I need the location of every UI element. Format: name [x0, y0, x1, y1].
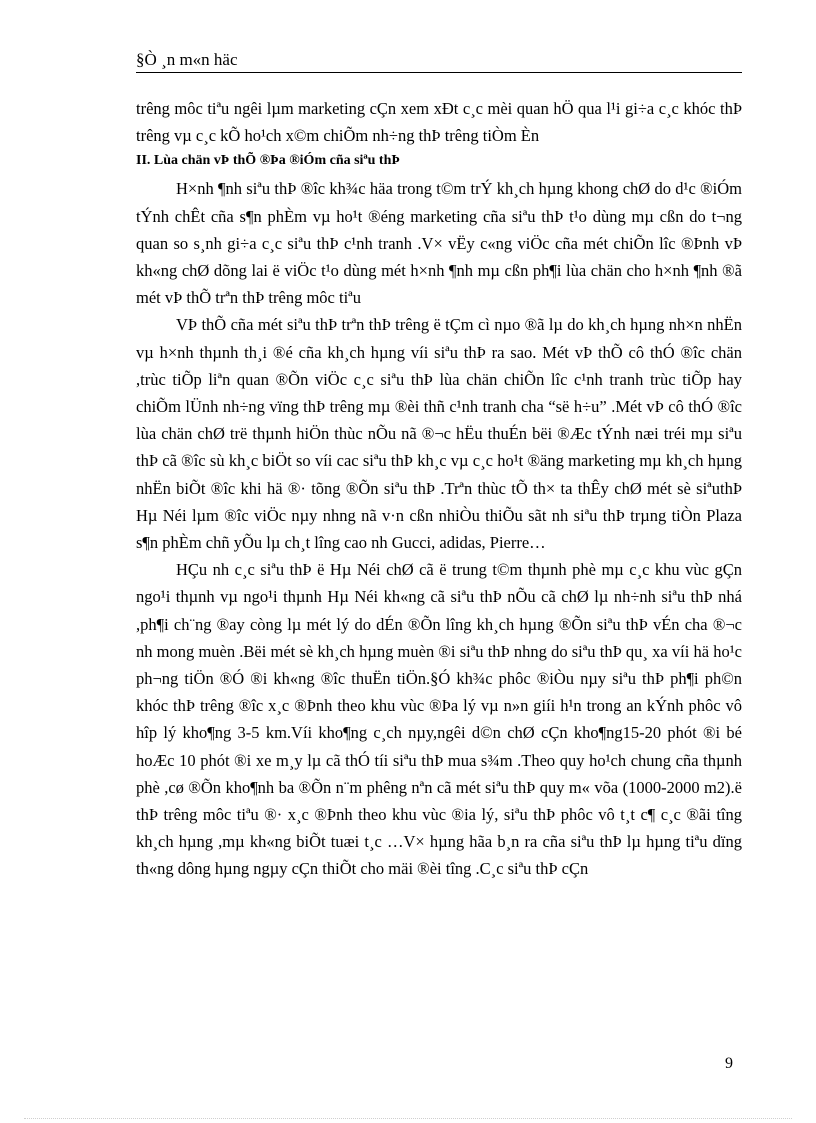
paragraph-location: HÇu nh c¸c siªu thÞ ë Hµ Néi chØ cã ë trung t©m thµnh phè mµ c¸c khu vùc gÇn ngo¹i thµnh vµ ngo¹i thµnh Hµ Néi kh«ng cã siªu thÞ nÕu cã chØ lµ nh÷nh siªu thÞ nhá ,ph¶i ch¨ng ®ay còng lµ mét lý do dÉn ®Õn lîng kh¸ch hµng ®Õn siªu thÞ vÉn cha ®¬c nh mong muèn .Bëi mét sè kh¸ch hµng muèn ®i siªu thÞ nhng do siªu thÞ qu¸ xa víi hä ho¹c ph¬ng tiÖn ®Ó ®i kh«ng ®îc thuËn tiÖn.§Ó kh¾c phôc ®iÒu nµy siªu thÞ ph¶i ph©n khóc thÞ trêng ®îc x¸c ®Þnh theo khu vùc ®Þa lý vµ n»n giíi h¹n trong an kÝnh phôc vô hîp lý kho¶ng 3-5 km.Víi kho¶ng c¸ch nµy,ngêi d©n chØ cÇn kho¶ng15-20 phót ®i bé hoÆc 10 phót ®i xe m¸y lµ cã thÓ tíi siªu thÞ mua s¾m .Theo quy ho¹ch chung cña thµnh phè ,cø ®Õn kho¶nh ba ®Õn n¨m phêng nªn cã mét siªu thÞ quy m« võa (1000-2000 m2).ë thÞ trêng môc tiªu ®· x¸c ®Þnh theo khu vùc ®ia lý, siªu thÞ phôc vô t¸t c¶ c¸c ®ãi tîng kh¸ch hµng ,mµ kh«ng biÕt tuæi t¸c …V× hµng hãa b¸n ra cña siªu thÞ lµ hµng tiªu dïng th«ng dông hµng ngµy cÇn thiÕt cho mäi ®èi tîng .C¸c siªu thÞ cÇn — [136, 560, 742, 879]
page-number: 9 — [725, 1055, 733, 1072]
document-body — [136, 95, 742, 883]
paragraph-continuation: trêng môc tiªu ngêi lµm marketing cÇn xem xÐt c¸c mèi quan hÖ qua l¹i gi÷a c¸c khóc thÞ trêng vµ c¸c kÕ ho¹ch x©m chiÕm nh÷ng thÞ trêng tiÒm Èn — [136, 99, 742, 146]
page-header — [136, 50, 742, 73]
paragraph-market-position: VÞ thÕ cña mét siªu thÞ trªn thÞ trêng ë tÇm cì nµo ®ã lµ do kh¸ch hµng nh×n nhËn vµ h×nh thµnh th¸i ®é cña kh¸ch hµng víi siªu thÞ ra sao. Mét vÞ thÕ cô thÓ ®îc chän ,trùc tiÕp liªn quan ®Õn viÖc c¸c siªu thÞ lùa chän chiÕn lîc c¹nh tranh trùc tiÕp hay chiÕm lÜnh nh÷ng vïng thÞ trêng mµ ®èi thñ c¹nh tranh cha “së h÷u” .Mét vÞ cô thÓ ®îc lùa chän chØ trë thµnh hiÖn thùc nÕu nã ®¬c hËu thuÉn bëi ®Æc tÝnh næi tréi mµ siªu thÞ cã ®îc sù kh¸c biÖt so víi cac siªu thÞ kh¸c vµ c¸c ho¹t ®äng marketing mµ kh¸ch hµng nhËn biÕt ®îc khi hä ®· tõng ®Õn siªu thÞ .Trªn thùc tÕ th× ta thÊy chØ mét sè siªuthÞ Hµ Néi lµm ®îc viÖc nµy nhng nã v·n cßn nhiÒu thiÕu sãt nh siªu thÞ trµng tiÒn Plaza s¶n phÈm chñ yÕu lµ ch¸t lîng cao nh Gucci, adidas, Pierre… — [136, 315, 742, 553]
paragraph-image-positioning: H×nh ¶nh siªu thÞ ®îc kh¾c häa trong t©m trÝ kh¸ch hµng khong chØ do d¹c ®iÓm tÝnh chÊt cña s¶n phÈm vµ ho¹t ®éng marketing cña siªu thÞ t¹o dùng mµ cßn do t¬ng quan so s¸nh gi÷a c¸c siªu thÞ c¹nh tranh .V× vËy c«ng viÖc cña mét chiÕn lîc ®Þnh vÞ kh«ng chØ dõng lai ë viÖc t¹o dùng mét h×nh ¶nh mµ cßn ph¶i lùa chän cho h×nh ¶nh ®ã mét vÞ thÕ trªn thÞ trêng môc tiªu — [136, 179, 742, 308]
page-bottom-divider — [24, 1118, 792, 1119]
section-heading: II. Lùa chän vÞ thÕ ®Þa ®iÓm cña siªu thÞ — [136, 153, 400, 169]
header-title: §Ò ¸n m«n häc — [136, 50, 238, 69]
